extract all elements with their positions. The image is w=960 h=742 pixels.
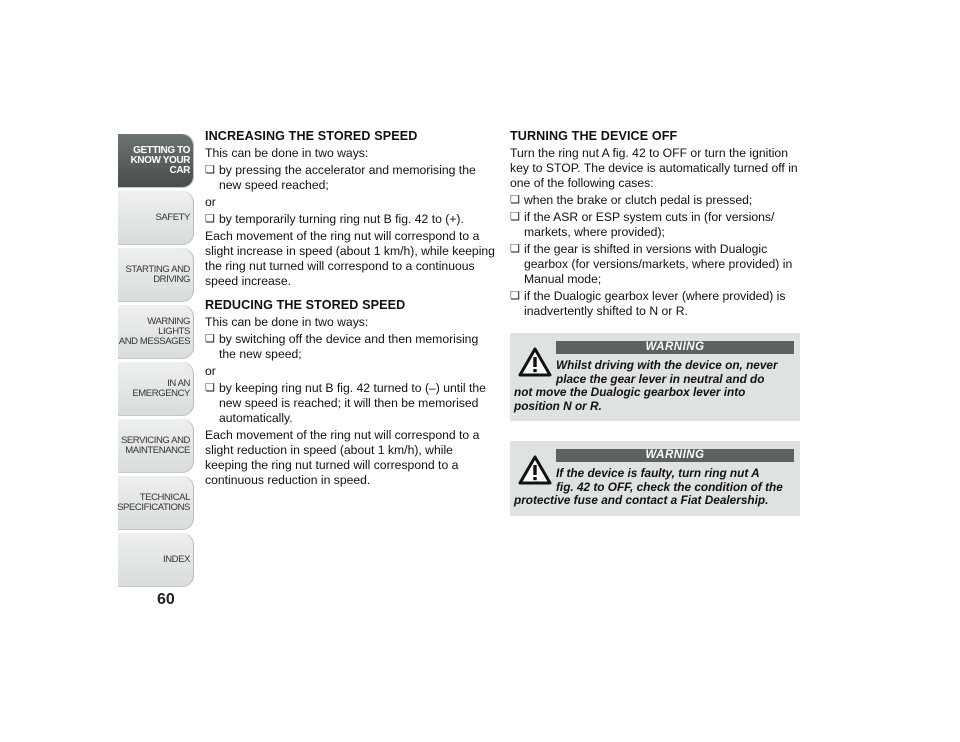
paragraph: Turn the ring nut A fig. 42 to OFF or turn the ignition key to STOP. The device is automatically turned off in one of the following cases: [510, 146, 798, 190]
tab-label: KNOW YOUR CAR [130, 155, 190, 176]
tab-starting-and-driving[interactable] [118, 248, 194, 302]
section-heading-turning-off: TURNING THE DEVICE OFF [510, 129, 678, 143]
warning-text [514, 467, 794, 508]
bullet-item: ❏ if the gear is shifted in versions with Dualogic gearbox (for versions/markets, where provided) in Manual mode; [510, 242, 802, 287]
paragraph-or: or [205, 364, 216, 378]
tab-label: IN AN EMERGENCY [132, 378, 190, 399]
bullet-item: ❏ by switching off the device and then memorising the new speed; [205, 332, 495, 362]
section-heading-reducing-speed: REDUCING THE STORED SPEED [205, 298, 406, 312]
warning-line: place the gear lever in neutral and do [556, 371, 765, 386]
right-column [510, 129, 802, 321]
paragraph: Each movement of the ring nut will correspond to a slight increase in speed (about 1 km/h), while keeping the ring nut turned will correspond to a continuous speed increase. [205, 229, 495, 288]
paragraph: This can be done in two ways: [205, 315, 369, 329]
tab-label: INDEX [162, 554, 190, 565]
warning-line: protective fuse and contact a Fiat Dealership. [514, 493, 769, 507]
tab-label: SPECIFICATIONS [117, 502, 190, 513]
bullet-item: ❏ by pressing the accelerator and memorising the new speed reached; [205, 163, 495, 193]
tab-label: WARNING LIGHTS [147, 316, 190, 337]
warning-line: Whilst driving with the device on, never [556, 358, 778, 372]
bullet-item: ❏ by temporarily turning ring nut B fig. 42 to (+). [205, 212, 495, 227]
bullet-item: ❏ by keeping ring nut B fig. 42 turned to (–) until the new speed is reached; it will then be memorised automatically. [205, 381, 495, 426]
tab-getting-to-know-your-car[interactable] [118, 134, 194, 188]
warning-text [514, 359, 794, 413]
tab-label: AND MESSAGES [118, 336, 190, 347]
warning-title: WARNING [556, 449, 794, 462]
chapter-tabs [118, 134, 194, 590]
warning-line: not move the Dualogic gearbox lever into position N or R. [514, 385, 746, 413]
warning-line: If the device is faulty, turn ring nut A [556, 466, 760, 480]
tab-index[interactable] [118, 533, 194, 587]
section-heading-increasing-speed: INCREASING THE STORED SPEED [205, 129, 418, 143]
left-column [205, 129, 495, 490]
tab-label: DRIVING [153, 274, 190, 285]
tab-servicing-and-maintenance[interactable] [118, 419, 194, 473]
bullet-item: ❏ when the brake or clutch pedal is pressed; [510, 193, 802, 208]
tab-label: SAFETY [155, 212, 190, 223]
warning-box [510, 441, 800, 516]
paragraph-or: or [205, 195, 216, 209]
warning-title: WARNING [556, 341, 794, 354]
tab-safety[interactable] [118, 191, 194, 245]
tab-label: SERVICING AND [120, 435, 190, 446]
tab-technical-specifications[interactable] [118, 476, 194, 530]
warning-triangle-icon [518, 455, 552, 485]
tab-in-an-emergency[interactable] [118, 362, 194, 416]
page-number: 60 [157, 591, 175, 608]
bullet-item: ❏ if the ASR or ESP system cuts in (for versions/ markets, where provided); [510, 210, 802, 240]
tab-label: STARTING AND [125, 264, 190, 275]
paragraph: Each movement of the ring nut will correspond to a slight reduction in speed (about 1 km/h), while keeping the ring nut turned will correspond to a continuous reduction in speed. [205, 428, 480, 487]
tab-label: MAINTENANCE [125, 445, 190, 456]
tab-label: TECHNICAL [139, 492, 190, 503]
warning-box [510, 333, 800, 421]
bullet-item: ❏ if the Dualogic gearbox lever (where provided) is inadvertently shifted to N or R. [510, 289, 802, 319]
tab-label: GETTING TO [133, 145, 190, 156]
warning-triangle-icon [518, 347, 552, 377]
paragraph: This can be done in two ways: [205, 146, 369, 160]
warning-line: fig. 42 to OFF, check the condition of the [556, 479, 783, 494]
tab-warning-lights-and-messages[interactable] [118, 305, 194, 359]
